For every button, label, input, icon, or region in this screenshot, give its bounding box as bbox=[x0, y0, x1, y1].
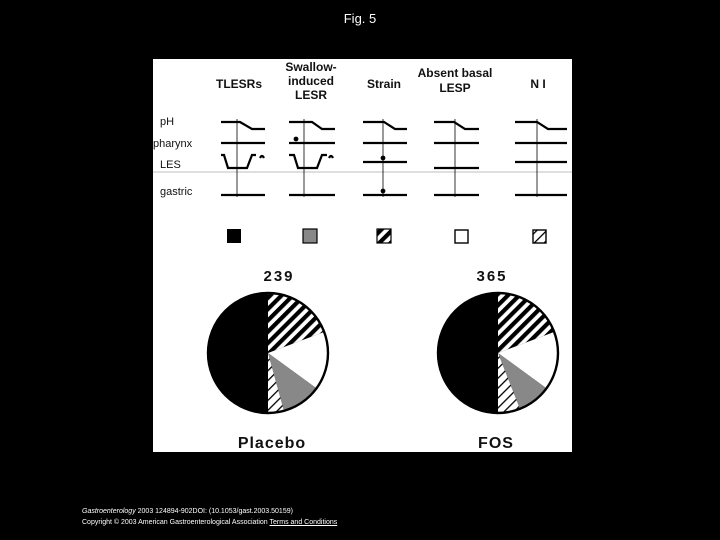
figure-panel bbox=[153, 59, 572, 452]
row-label-pharynx: pharynx bbox=[153, 138, 193, 150]
trace-tlesrs bbox=[221, 119, 265, 197]
spike-strain-gastric bbox=[381, 189, 386, 194]
column-header-tlesrs: TLESRs bbox=[215, 77, 263, 91]
trace-absent-basal bbox=[434, 119, 479, 197]
spike-swallow bbox=[294, 137, 299, 142]
column-header-absent-line2: LESP bbox=[439, 81, 471, 95]
citation-line bbox=[82, 506, 337, 517]
caption bbox=[82, 506, 337, 528]
spike-strain-les bbox=[381, 156, 386, 161]
column-header-swallow-line2: induced bbox=[287, 74, 335, 88]
column-header-swallow-line3: LESR bbox=[294, 88, 328, 102]
journal-name: Gastroenterology bbox=[82, 508, 136, 515]
legend-tlesrs bbox=[227, 229, 241, 243]
pie-count-fos: 365 bbox=[476, 268, 508, 285]
column-header-ni: N I bbox=[530, 77, 546, 91]
legend-swallow bbox=[303, 229, 317, 243]
pie-fos bbox=[438, 293, 558, 413]
figure-title: Fig. 5 bbox=[343, 11, 377, 26]
figure-drawing bbox=[153, 59, 572, 452]
trace-ni bbox=[515, 119, 567, 197]
terms-link[interactable]: Terms and Conditions bbox=[269, 519, 338, 526]
trace-swallow bbox=[289, 119, 335, 197]
row-label-gastric: gastric bbox=[160, 186, 193, 198]
legend-ni bbox=[533, 230, 546, 243]
pie-name-fos: FOS bbox=[478, 435, 514, 452]
column-header-strain: Strain bbox=[366, 77, 402, 91]
legend-absent-basal bbox=[455, 230, 468, 243]
row-label-ph: pH bbox=[160, 116, 175, 128]
pie-count-placebo: 239 bbox=[263, 268, 295, 285]
citation-text: 2003 124894-902DOI: (10.1053/gast.2003.50159) bbox=[135, 508, 293, 515]
legend-strain bbox=[377, 229, 391, 243]
column-header-swallow-line1: Swallow- bbox=[285, 60, 337, 74]
row-label-les: LES bbox=[160, 159, 181, 171]
pie-name-placebo: Placebo bbox=[237, 435, 307, 452]
column-header-absent-line1: Absent basal bbox=[417, 66, 493, 80]
copyright-line bbox=[82, 517, 337, 528]
pie-placebo bbox=[208, 293, 328, 413]
copyright-text: Copyright © 2003 American Gastroenterological Association bbox=[82, 519, 270, 526]
